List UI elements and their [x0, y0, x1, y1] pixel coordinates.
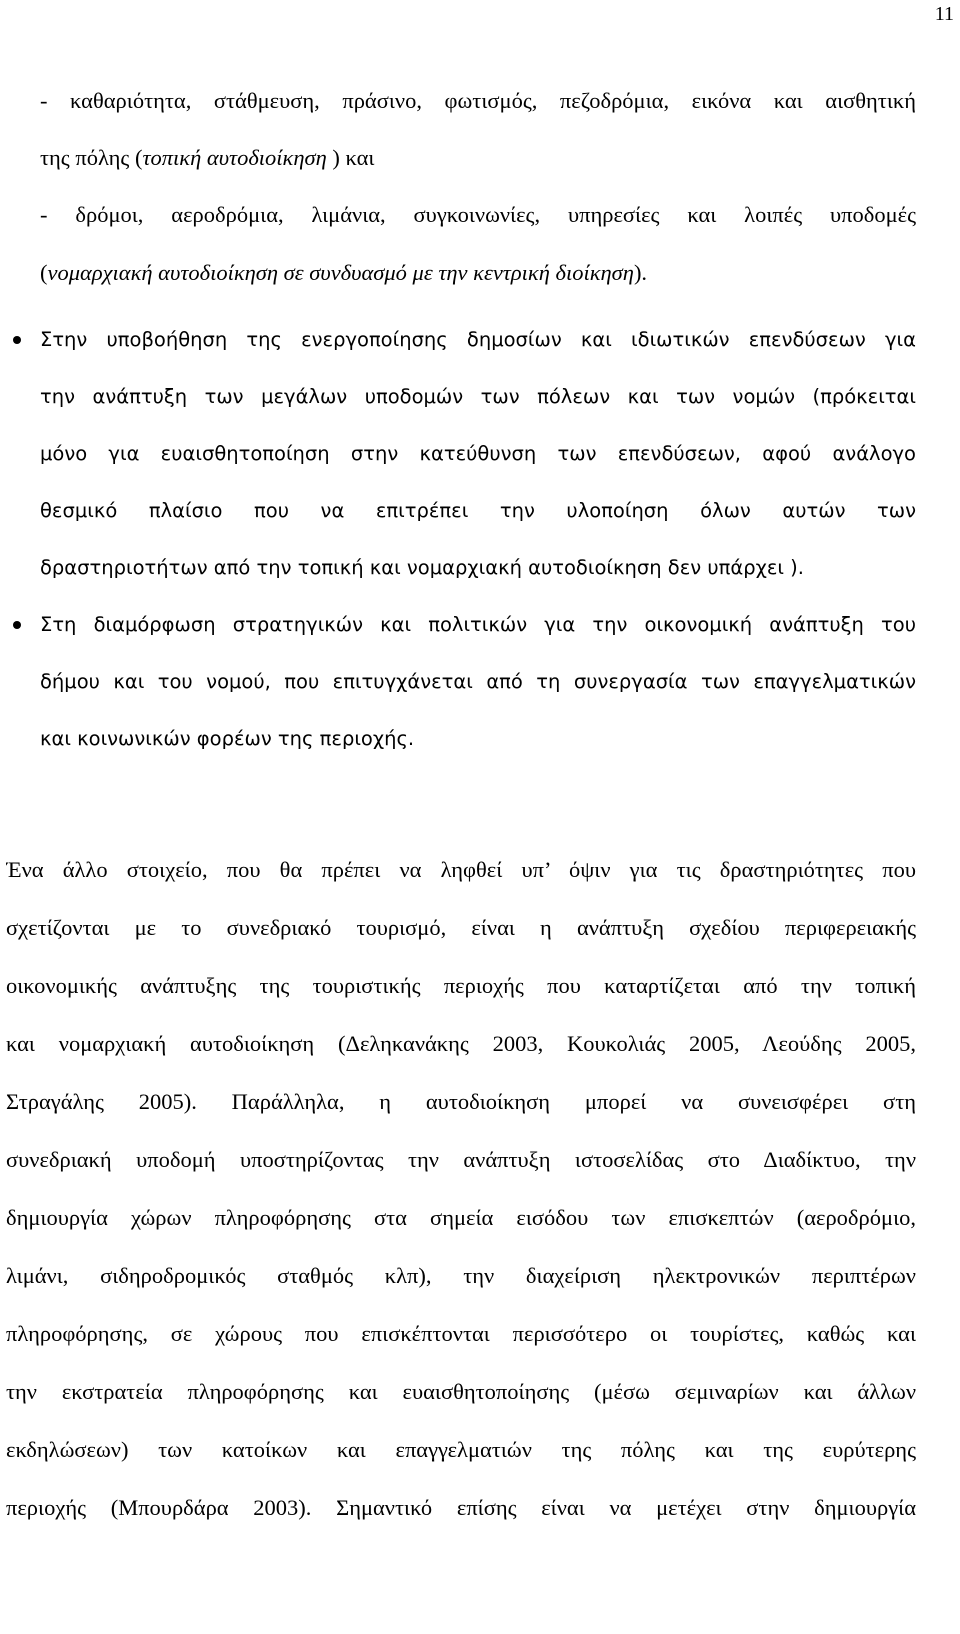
paragraph-line: περιοχής (Μπουρδάρα 2003). Σημαντικό επίσης είναι να μετέχει στην δημιουργία [6, 1495, 916, 1520]
list-item-line: (νομαρχιακή αυτοδιοίκηση σε συνδυασμό με την κεντρική διοίκηση). [40, 260, 648, 285]
page-number: 11 [934, 3, 954, 25]
paragraph-line: συνεδριακή υποδομή υποστηρίζοντας την ανάπτυξη ιστοσελίδας στο Διαδίκτυο, την [6, 1147, 916, 1172]
bullet-line: μόνο για ευαισθητοποίηση στην κατεύθυνση των επενδύσεων, αφού ανάλογο [40, 442, 916, 465]
paragraph-line: Στραγάλης 2005). Παράλληλα, η αυτοδιοίκηση μπορεί να συνεισφέρει στη [6, 1089, 916, 1114]
list-item-line: - δρόμοι, αεροδρόμια, λιμάνια, συγκοινωνίες, υπηρεσίες και λοιπές υποδομές [40, 202, 916, 227]
paragraph-line: λιμάνι, σιδηροδρομικός σταθμός κλπ), την διαχείριση ηλεκτρονικών περιπτέρων [6, 1263, 916, 1288]
paragraph-line: εκδηλώσεων) των κατοίκων και επαγγελματιών της πόλης και της ευρύτερης [6, 1437, 916, 1462]
paragraph-line: σχετίζονται με το συνεδριακό τουρισμό, είναι η ανάπτυξη σχεδίου περιφερειακής [6, 915, 916, 940]
bullet-line: Στην υποβοήθηση της ενεργοποίησης δημοσίων και ιδιωτικών επενδύσεων για [40, 328, 916, 351]
paragraph-line: και νομαρχιακή αυτοδιοίκηση (Δεληκανάκης 2003, Κουκολιάς 2005, Λεούδης 2005, [6, 1031, 916, 1056]
bullet-marker [13, 336, 21, 344]
bullet-line: Στη διαμόρφωση στρατηγικών και πολιτικών για την οικονομική ανάπτυξη του [40, 613, 916, 636]
list-item-line: της πόλης (τοπική αυτοδιοίκηση ) και [40, 145, 375, 170]
bullet-line: την ανάπτυξη των μεγάλων υποδομών των πόλεων και των νομών (πρόκειται [40, 385, 916, 408]
paragraph-line: την εκστρατεία πληροφόρησης και ευαισθητοποίησης (μέσω σεμιναρίων και άλλων [6, 1379, 916, 1404]
list-item-line: - καθαριότητα, στάθμευση, πράσινο, φωτισμός, πεζοδρόμια, εικόνα και αισθητική [40, 88, 916, 113]
bullet-marker [13, 621, 21, 629]
bullet-line: δήμου και του νομού, που επιτυγχάνεται από τη συνεργασία των επαγγελματικών [40, 670, 916, 693]
bullet-line: δραστηριοτήτων από την τοπική και νομαρχιακή αυτοδιοίκηση δεν υπάρχει ). [40, 556, 804, 579]
italic-term: τοπική αυτοδιοίκηση [142, 145, 327, 170]
paragraph-line: δημιουργία χώρων πληροφόρησης στα σημεία εισόδου των επισκεπτών (αεροδρόμιο, [6, 1205, 916, 1230]
paragraph-line: Ένα άλλο στοιχείο, που θα πρέπει να ληφθεί υπ’ όψιν για τις δραστηριότητες που [6, 857, 916, 882]
bullet-line: θεσμικό πλαίσιο που να επιτρέπει την υλοποίηση όλων αυτών των [40, 499, 916, 522]
bullet-line: και κοινωνικών φορέων της περιοχής. [40, 727, 415, 750]
italic-term: νομαρχιακή αυτοδιοίκηση σε συνδυασμό με την κεντρική διοίκηση [47, 260, 634, 285]
paragraph-line: οικονομικής ανάπτυξης της τουριστικής περιοχής που καταρτίζεται από την τοπική [6, 973, 916, 998]
paragraph-line: πληροφόρησης, σε χώρους που επισκέπτονται περισσότερο οι τουρίστες, καθώς και [6, 1321, 916, 1346]
